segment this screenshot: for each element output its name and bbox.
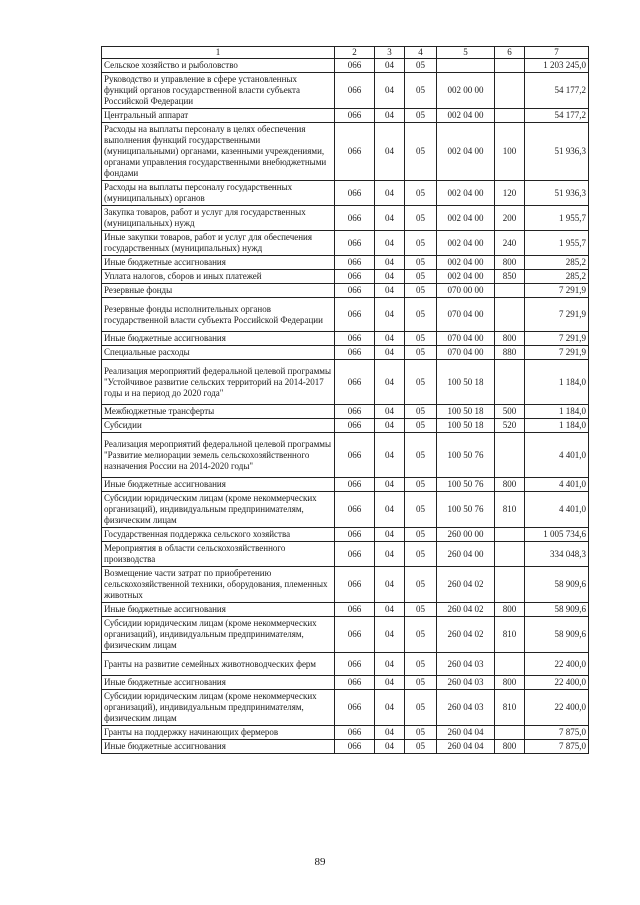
- row-amount-cell: 1 955,7: [525, 231, 589, 256]
- row-section-cell: 04: [375, 419, 405, 433]
- row-name-cell: Реализация мероприятий федеральной целевой программы "Развитие мелиорации земель сельскохозяйственного назначения России на 2014-2020 годы": [102, 433, 335, 478]
- table-row: [102, 181, 589, 206]
- row-section-cell: 04: [375, 653, 405, 676]
- row-name-cell: Мероприятия в области сельскохозяйственного производства: [102, 542, 335, 567]
- row-target-article-cell: 002 04 00: [437, 270, 495, 284]
- row-name-cell: Субсидии: [102, 419, 335, 433]
- row-code-cell: 066: [335, 256, 375, 270]
- row-name-cell: Межбюджетные трансферты: [102, 405, 335, 419]
- row-amount-cell: 1 184,0: [525, 419, 589, 433]
- row-expense-type-cell: 520: [495, 419, 525, 433]
- row-amount-cell: 334 048,3: [525, 542, 589, 567]
- row-section-cell: 04: [375, 492, 405, 528]
- row-amount-cell: 1 955,7: [525, 206, 589, 231]
- row-section-cell: 04: [375, 231, 405, 256]
- row-name-cell: Иные бюджетные ассигнования: [102, 676, 335, 690]
- row-subsection-cell: 05: [405, 419, 437, 433]
- row-name-cell: Иные бюджетные ассигнования: [102, 603, 335, 617]
- row-subsection-cell: 05: [405, 617, 437, 653]
- page-number: 89: [314, 856, 326, 868]
- row-subsection-cell: 05: [405, 59, 437, 73]
- row-target-article-cell: 260 04 03: [437, 690, 495, 726]
- row-code-cell: 066: [335, 206, 375, 231]
- row-subsection-cell: 05: [405, 332, 437, 346]
- row-code-cell: 066: [335, 419, 375, 433]
- row-expense-type-cell: [495, 542, 525, 567]
- table-row: [102, 617, 589, 653]
- row-target-article-cell: 260 04 02: [437, 567, 495, 603]
- row-name-cell: Гранты на поддержку начинающих фермеров: [102, 726, 335, 740]
- row-subsection-cell: 05: [405, 73, 437, 109]
- row-code-cell: 066: [335, 433, 375, 478]
- table-row: [102, 740, 589, 754]
- row-amount-cell: 285,2: [525, 256, 589, 270]
- table-row: [102, 109, 589, 123]
- row-section-cell: 04: [375, 346, 405, 360]
- row-expense-type-cell: 810: [495, 690, 525, 726]
- row-expense-type-cell: [495, 59, 525, 73]
- row-subsection-cell: 05: [405, 726, 437, 740]
- row-expense-type-cell: 880: [495, 346, 525, 360]
- row-expense-type-cell: 200: [495, 206, 525, 231]
- row-code-cell: 066: [335, 346, 375, 360]
- row-code-cell: 066: [335, 653, 375, 676]
- row-subsection-cell: 05: [405, 653, 437, 676]
- table-row: [102, 73, 589, 109]
- row-amount-cell: 22 400,0: [525, 653, 589, 676]
- row-expense-type-cell: 800: [495, 256, 525, 270]
- row-name-cell: Иные бюджетные ассигнования: [102, 332, 335, 346]
- table-row: [102, 676, 589, 690]
- row-section-cell: 04: [375, 617, 405, 653]
- row-section-cell: 04: [375, 206, 405, 231]
- row-section-cell: 04: [375, 109, 405, 123]
- row-amount-cell: 22 400,0: [525, 690, 589, 726]
- row-subsection-cell: 05: [405, 360, 437, 405]
- row-target-article-cell: 100 50 76: [437, 492, 495, 528]
- row-section-cell: 04: [375, 405, 405, 419]
- table-row: [102, 123, 589, 181]
- row-name-cell: Государственная поддержка сельского хозяйства: [102, 528, 335, 542]
- row-target-article-cell: 260 04 04: [437, 726, 495, 740]
- table-row: [102, 492, 589, 528]
- row-section-cell: 04: [375, 59, 405, 73]
- row-expense-type-cell: [495, 284, 525, 298]
- row-expense-type-cell: [495, 653, 525, 676]
- row-expense-type-cell: [495, 360, 525, 405]
- row-name-cell: Возмещение части затрат по приобретению сельскохозяйственной техники, оборудования, племенных животных: [102, 567, 335, 603]
- row-name-cell: Резервные фонды исполнительных органов государственной власти субъекта Российской Федерации: [102, 298, 335, 332]
- row-expense-type-cell: 120: [495, 181, 525, 206]
- column-header: 1: [102, 47, 335, 59]
- row-subsection-cell: 05: [405, 542, 437, 567]
- row-name-cell: Расходы на выплаты персоналу в целях обеспечения выполнения функций государственными (муниципальными) органами, казенными учреждениями, органами управления государственными внебюджетными фондами: [102, 123, 335, 181]
- row-subsection-cell: 05: [405, 740, 437, 754]
- row-section-cell: 04: [375, 256, 405, 270]
- row-code-cell: 066: [335, 603, 375, 617]
- table-row: [102, 690, 589, 726]
- table-row: [102, 603, 589, 617]
- row-code-cell: 066: [335, 59, 375, 73]
- row-expense-type-cell: [495, 726, 525, 740]
- column-header: 4: [405, 47, 437, 59]
- row-expense-type-cell: 240: [495, 231, 525, 256]
- row-subsection-cell: 05: [405, 690, 437, 726]
- row-subsection-cell: 05: [405, 405, 437, 419]
- row-code-cell: 066: [335, 109, 375, 123]
- row-name-cell: Закупка товаров, работ и услуг для государственных (муниципальных) нужд: [102, 206, 335, 231]
- row-target-article-cell: 100 50 18: [437, 419, 495, 433]
- row-subsection-cell: 05: [405, 492, 437, 528]
- row-name-cell: Специальные расходы: [102, 346, 335, 360]
- row-amount-cell: 51 936,3: [525, 123, 589, 181]
- row-target-article-cell: 260 04 02: [437, 617, 495, 653]
- row-subsection-cell: 05: [405, 528, 437, 542]
- row-amount-cell: 7 291,9: [525, 298, 589, 332]
- table-row: [102, 419, 589, 433]
- row-name-cell: Сельское хозяйство и рыболовство: [102, 59, 335, 73]
- row-subsection-cell: 05: [405, 270, 437, 284]
- row-target-article-cell: 070 04 00: [437, 346, 495, 360]
- row-subsection-cell: 05: [405, 284, 437, 298]
- row-subsection-cell: 05: [405, 676, 437, 690]
- row-section-cell: 04: [375, 478, 405, 492]
- table-row: [102, 478, 589, 492]
- row-name-cell: Расходы на выплаты персоналу государственных (муниципальных) органов: [102, 181, 335, 206]
- row-amount-cell: 285,2: [525, 270, 589, 284]
- row-subsection-cell: 05: [405, 567, 437, 603]
- row-subsection-cell: 05: [405, 603, 437, 617]
- table-row: [102, 405, 589, 419]
- row-expense-type-cell: 850: [495, 270, 525, 284]
- row-amount-cell: 1 005 734,6: [525, 528, 589, 542]
- row-target-article-cell: 002 04 00: [437, 181, 495, 206]
- table-row: [102, 231, 589, 256]
- row-target-article-cell: 070 00 00: [437, 284, 495, 298]
- row-section-cell: 04: [375, 676, 405, 690]
- table-row: [102, 206, 589, 231]
- row-amount-cell: 54 177,2: [525, 73, 589, 109]
- row-section-cell: 04: [375, 123, 405, 181]
- row-code-cell: 066: [335, 690, 375, 726]
- table-row: [102, 284, 589, 298]
- row-amount-cell: 1 203 245,0: [525, 59, 589, 73]
- row-expense-type-cell: 800: [495, 332, 525, 346]
- row-amount-cell: 4 401,0: [525, 433, 589, 478]
- row-name-cell: Субсидии юридическим лицам (кроме некоммерческих организаций), индивидуальным предпринимателям, физическим лицам: [102, 492, 335, 528]
- row-name-cell: Иные бюджетные ассигнования: [102, 478, 335, 492]
- row-section-cell: 04: [375, 690, 405, 726]
- row-expense-type-cell: 800: [495, 676, 525, 690]
- table-row: [102, 542, 589, 567]
- row-code-cell: 066: [335, 73, 375, 109]
- row-target-article-cell: 100 50 76: [437, 433, 495, 478]
- row-amount-cell: 1 184,0: [525, 405, 589, 419]
- row-code-cell: 066: [335, 567, 375, 603]
- row-amount-cell: 4 401,0: [525, 492, 589, 528]
- table-row: [102, 346, 589, 360]
- column-header: 3: [375, 47, 405, 59]
- table-row: [102, 726, 589, 740]
- row-name-cell: Резервные фонды: [102, 284, 335, 298]
- table-row: [102, 298, 589, 332]
- row-expense-type-cell: 800: [495, 740, 525, 754]
- column-header: 5: [437, 47, 495, 59]
- row-name-cell: Иные бюджетные ассигнования: [102, 740, 335, 754]
- row-amount-cell: 51 936,3: [525, 181, 589, 206]
- table-row: [102, 59, 589, 73]
- row-code-cell: 066: [335, 360, 375, 405]
- row-code-cell: 066: [335, 528, 375, 542]
- row-code-cell: 066: [335, 298, 375, 332]
- row-subsection-cell: 05: [405, 478, 437, 492]
- row-name-cell: Иные закупки товаров, работ и услуг для обеспечения государственных (муниципальных) нужд: [102, 231, 335, 256]
- row-target-article-cell: 002 04 00: [437, 256, 495, 270]
- row-subsection-cell: 05: [405, 123, 437, 181]
- row-target-article-cell: 070 04 00: [437, 332, 495, 346]
- row-expense-type-cell: [495, 528, 525, 542]
- row-expense-type-cell: [495, 73, 525, 109]
- row-subsection-cell: 05: [405, 433, 437, 478]
- row-code-cell: 066: [335, 542, 375, 567]
- row-section-cell: 04: [375, 542, 405, 567]
- row-code-cell: 066: [335, 617, 375, 653]
- row-name-cell: Субсидии юридическим лицам (кроме некоммерческих организаций), индивидуальным предпринимателям, физическим лицам: [102, 690, 335, 726]
- row-target-article-cell: 070 04 00: [437, 298, 495, 332]
- row-target-article-cell: 260 00 00: [437, 528, 495, 542]
- row-subsection-cell: 05: [405, 109, 437, 123]
- row-section-cell: 04: [375, 726, 405, 740]
- column-header: 6: [495, 47, 525, 59]
- row-section-cell: 04: [375, 433, 405, 478]
- table-row: [102, 360, 589, 405]
- row-code-cell: 066: [335, 405, 375, 419]
- row-code-cell: 066: [335, 332, 375, 346]
- row-section-cell: 04: [375, 567, 405, 603]
- row-expense-type-cell: [495, 433, 525, 478]
- row-target-article-cell: 002 04 00: [437, 109, 495, 123]
- table-row: [102, 653, 589, 676]
- row-section-cell: 04: [375, 740, 405, 754]
- row-target-article-cell: 260 04 04: [437, 740, 495, 754]
- row-code-cell: 066: [335, 676, 375, 690]
- row-subsection-cell: 05: [405, 346, 437, 360]
- row-target-article-cell: 100 50 18: [437, 405, 495, 419]
- row-target-article-cell: 002 04 00: [437, 231, 495, 256]
- row-code-cell: 066: [335, 123, 375, 181]
- row-expense-type-cell: 800: [495, 478, 525, 492]
- row-code-cell: 066: [335, 181, 375, 206]
- row-amount-cell: 7 291,9: [525, 346, 589, 360]
- row-amount-cell: 7 291,9: [525, 284, 589, 298]
- row-code-cell: 066: [335, 492, 375, 528]
- row-name-cell: Гранты на развитие семейных животноводческих ферм: [102, 653, 335, 676]
- row-subsection-cell: 05: [405, 298, 437, 332]
- row-target-article-cell: 002 04 00: [437, 123, 495, 181]
- row-name-cell: Центральный аппарат: [102, 109, 335, 123]
- row-section-cell: 04: [375, 528, 405, 542]
- row-target-article-cell: 002 00 00: [437, 73, 495, 109]
- row-expense-type-cell: 500: [495, 405, 525, 419]
- row-expense-type-cell: [495, 109, 525, 123]
- row-expense-type-cell: 810: [495, 492, 525, 528]
- row-target-article-cell: 260 04 02: [437, 603, 495, 617]
- row-target-article-cell: 260 04 00: [437, 542, 495, 567]
- row-amount-cell: 58 909,6: [525, 617, 589, 653]
- row-code-cell: 066: [335, 478, 375, 492]
- row-target-article-cell: 260 04 03: [437, 653, 495, 676]
- budget-table: [101, 46, 589, 754]
- row-amount-cell: 58 909,6: [525, 603, 589, 617]
- table-row: [102, 433, 589, 478]
- row-subsection-cell: 05: [405, 206, 437, 231]
- row-target-article-cell: 002 04 00: [437, 206, 495, 231]
- row-expense-type-cell: [495, 298, 525, 332]
- table-body: [102, 59, 589, 754]
- row-amount-cell: 22 400,0: [525, 676, 589, 690]
- row-section-cell: 04: [375, 298, 405, 332]
- row-amount-cell: 1 184,0: [525, 360, 589, 405]
- row-subsection-cell: 05: [405, 256, 437, 270]
- row-amount-cell: 7 291,9: [525, 332, 589, 346]
- row-target-article-cell: 260 04 03: [437, 676, 495, 690]
- row-amount-cell: 58 909,6: [525, 567, 589, 603]
- row-name-cell: Уплата налогов, сборов и иных платежей: [102, 270, 335, 284]
- table-row: [102, 528, 589, 542]
- table-row: [102, 332, 589, 346]
- row-code-cell: 066: [335, 740, 375, 754]
- table-row: [102, 567, 589, 603]
- row-expense-type-cell: [495, 567, 525, 603]
- row-code-cell: 066: [335, 284, 375, 298]
- row-target-article-cell: [437, 59, 495, 73]
- row-code-cell: 066: [335, 726, 375, 740]
- row-subsection-cell: 05: [405, 231, 437, 256]
- table-row: [102, 256, 589, 270]
- row-name-cell: Иные бюджетные ассигнования: [102, 256, 335, 270]
- table-header-row: [102, 47, 589, 59]
- row-expense-type-cell: 810: [495, 617, 525, 653]
- row-name-cell: Субсидии юридическим лицам (кроме некоммерческих организаций), индивидуальным предпринимателям, физическим лицам: [102, 617, 335, 653]
- row-section-cell: 04: [375, 284, 405, 298]
- row-code-cell: 066: [335, 231, 375, 256]
- column-header: 7: [525, 47, 589, 59]
- column-header: 2: [335, 47, 375, 59]
- row-code-cell: 066: [335, 270, 375, 284]
- row-amount-cell: 7 875,0: [525, 726, 589, 740]
- row-expense-type-cell: 100: [495, 123, 525, 181]
- row-amount-cell: 4 401,0: [525, 478, 589, 492]
- row-section-cell: 04: [375, 360, 405, 405]
- row-target-article-cell: 100 50 18: [437, 360, 495, 405]
- row-section-cell: 04: [375, 332, 405, 346]
- row-section-cell: 04: [375, 603, 405, 617]
- row-section-cell: 04: [375, 73, 405, 109]
- row-section-cell: 04: [375, 270, 405, 284]
- row-amount-cell: 7 875,0: [525, 740, 589, 754]
- row-name-cell: Реализация мероприятий федеральной целевой программы "Устойчивое развитие сельских территорий на 2014-2017 годы и на период до 2020 года": [102, 360, 335, 405]
- row-amount-cell: 54 177,2: [525, 109, 589, 123]
- row-subsection-cell: 05: [405, 181, 437, 206]
- row-target-article-cell: 100 50 76: [437, 478, 495, 492]
- table-row: [102, 270, 589, 284]
- row-section-cell: 04: [375, 181, 405, 206]
- row-name-cell: Руководство и управление в сфере установленных функций органов государственной власти субъекта Российской Федерации: [102, 73, 335, 109]
- row-expense-type-cell: 800: [495, 603, 525, 617]
